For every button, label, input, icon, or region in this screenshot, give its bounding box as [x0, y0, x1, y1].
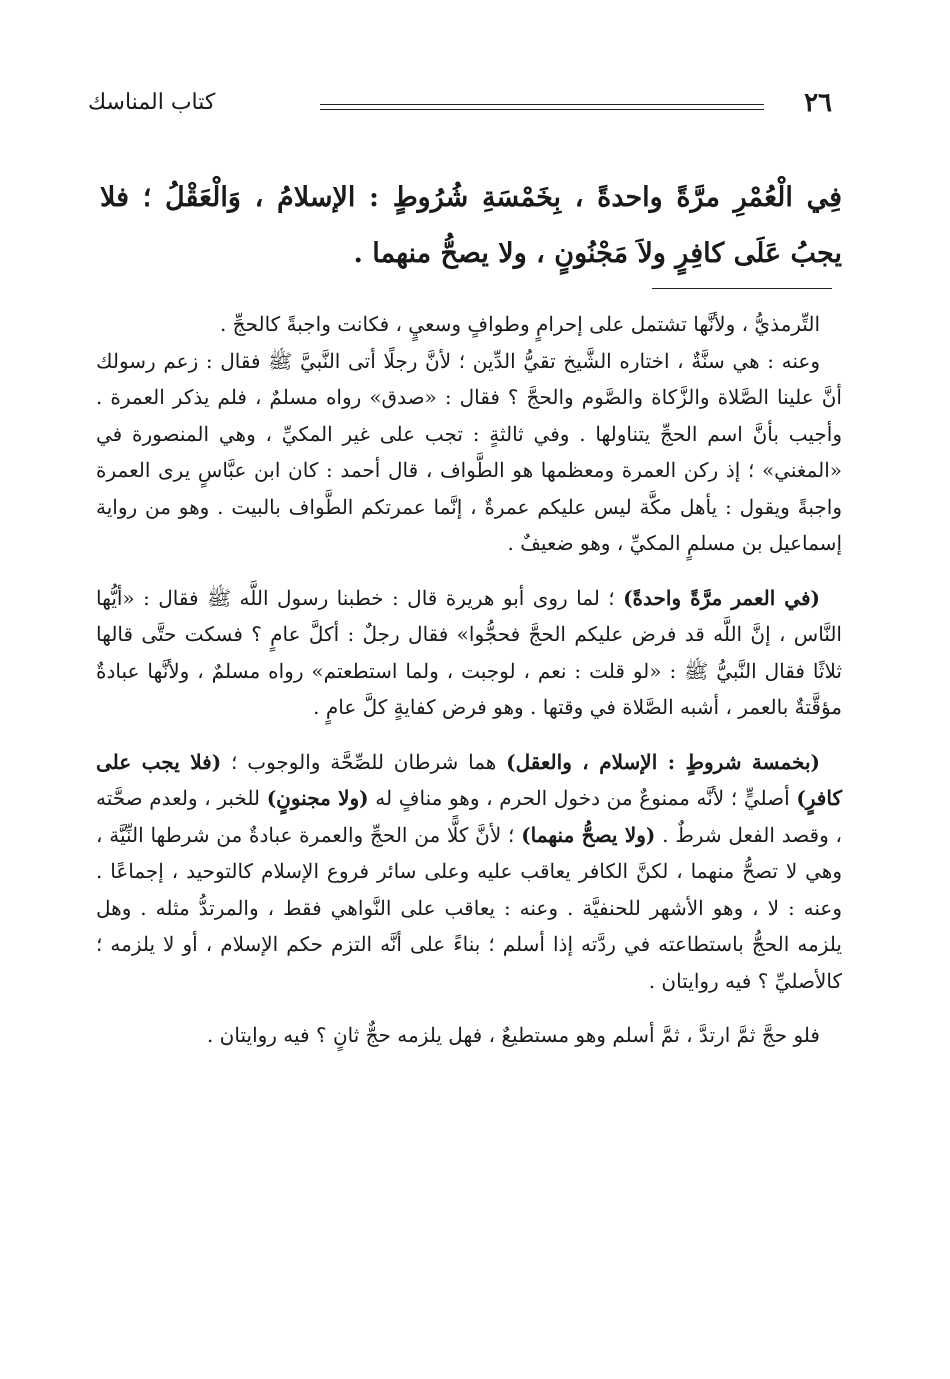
commentary-text: أصليٍّ ؛ لأنَّه ممنوعٌ من دخول الحرم ، وهو منافٍ له [368, 786, 797, 810]
commentary-text: للخبر ، ولعدم صحَّته ، وقصد الفعل شرطٌ . [96, 786, 843, 847]
commentary-paragraph-5: فلو حجَّ ثمَّ ارتدَّ ، ثمَّ أسلم وهو مستطيعٌ ، فهل يلزمه حجٌّ ثانٍ ؟ فيه روايتان . [206, 1023, 820, 1047]
commentary-text: ؛ لأنَّ كلًّا من الحجِّ والعمرة عبادةٌ من شرطها النِّيَّة ، وهي لا تصحُّ منهما ، لكنَّ الكافر يعاقب عليه وعلى سائر فروع الإسلام كالتوحيد ، إجماعًا . وعنه : لا ، وهو الأشهر للحنفيَّة . وعنه : يعاقب على النَّواهي فقط ، والمرتدُّ مثله . وهل يلزمه الحجُّ باستطاعته في ردَّته إذا أسلم ؛ بناءً على أنَّه التزم حكم الإسلام ، أو لا يلزمه ؛ كالأصليِّ ؟ فيه روايتان . [96, 822, 842, 993]
footnote-separator-rule [652, 288, 832, 289]
page-header [88, 88, 832, 128]
quoted-matn-phrase: (فلا يجب على كافرٍ) [96, 749, 842, 810]
commentary-text: هما شرطان للصِّحَّة والوجوب ؛ [221, 749, 507, 774]
commentary-paragraph-3 [96, 580, 842, 726]
running-title: كتاب المناسك [88, 90, 216, 115]
matn-paragraph: فِي الْعُمْرِ مرَّةً واحدةً ، بِخَمْسَةِ شُرُوطٍ : الإسلامُ ، وَالْعَقْلُ ؛ فلا يجبُ عَلَى كافِرٍ ولاَ مَجْنُونٍ ، ولا يصحُّ منهما . [100, 182, 842, 269]
commentary-paragraph-4 [96, 744, 842, 1000]
commentary-text: ؛ لما روى أبو هريرة قال : خطبنا رسول اللَّه ﷺ فقال : «أيُّها النَّاس ، إنَّ اللَّه قد فرض عليكم الحجَّ فحجُّوا» فقال رجلٌ : أكلَّ عامٍ ؟ فسكت حتَّى قالها ثلاثًا فقال النَّبيُّ ﷺ : «لو قلت : نعم ، لوجبت ، ولما استطعتم» رواه مسلمٌ ، ولأنَّها عبادةٌ مؤقَّتةٌ بالعمر ، أشبه الصَّلاة في وقتها . وهو فرض كفايةٍ كلَّ عامٍ . [96, 585, 842, 719]
header-rule [320, 104, 764, 105]
commentary-paragraph-1: التِّرمذيُّ ، ولأنَّها تشتمل على إحرامٍ وطوافٍ وسعيٍ ، فكانت واجبةً كالحجِّ . [219, 312, 820, 336]
quoted-matn-phrase: (بخمسة شروطٍ : الإسلام ، والعقل) [506, 749, 820, 774]
page-number: ٢٦ [804, 88, 832, 118]
quoted-matn-phrase: (ولا مجنونٍ) [266, 786, 369, 810]
quoted-matn-phrase: (في العمر مرَّةً واحدةً) [623, 585, 820, 610]
matn-text-block [100, 170, 842, 282]
commentary-paragraph-2: وعنه : هي سنَّةٌ ، اختاره الشَّيخ تقيُّ الدِّين ؛ لأنَّ رجلًا أتى النَّبيَّ ﷺ فقال : زعم رسولك أنَّ علينا الصَّلاة والزَّكاة والصَّوم والحجَّ ؟ فقال : «صدق» رواه مسلمٌ ، فلم يذكر العمرة . وأجيب بأنَّ اسم الحجِّ يتناولها . وفي ثالثةٍ : تجب على غير المكيِّ ، وهي المنصورة في «المغني» ؛ إذ ركن العمرة ومعظمها هو الطَّواف ، قال أحمد : كان ابن عبَّاسٍ يرى العمرة واجبةً ويقول : يأهل مكَّة ليس عليكم عمرةٌ ، إنَّما عمرتكم الطَّواف بالبيت . وهو من رواية إسماعيل بن مسلمٍ المكيِّ ، وهو ضعيفٌ . [96, 348, 842, 555]
header-rule-second [320, 109, 764, 110]
commentary-block [96, 306, 842, 1054]
quoted-matn-phrase: (ولا يصحُّ منهما) [521, 822, 656, 847]
